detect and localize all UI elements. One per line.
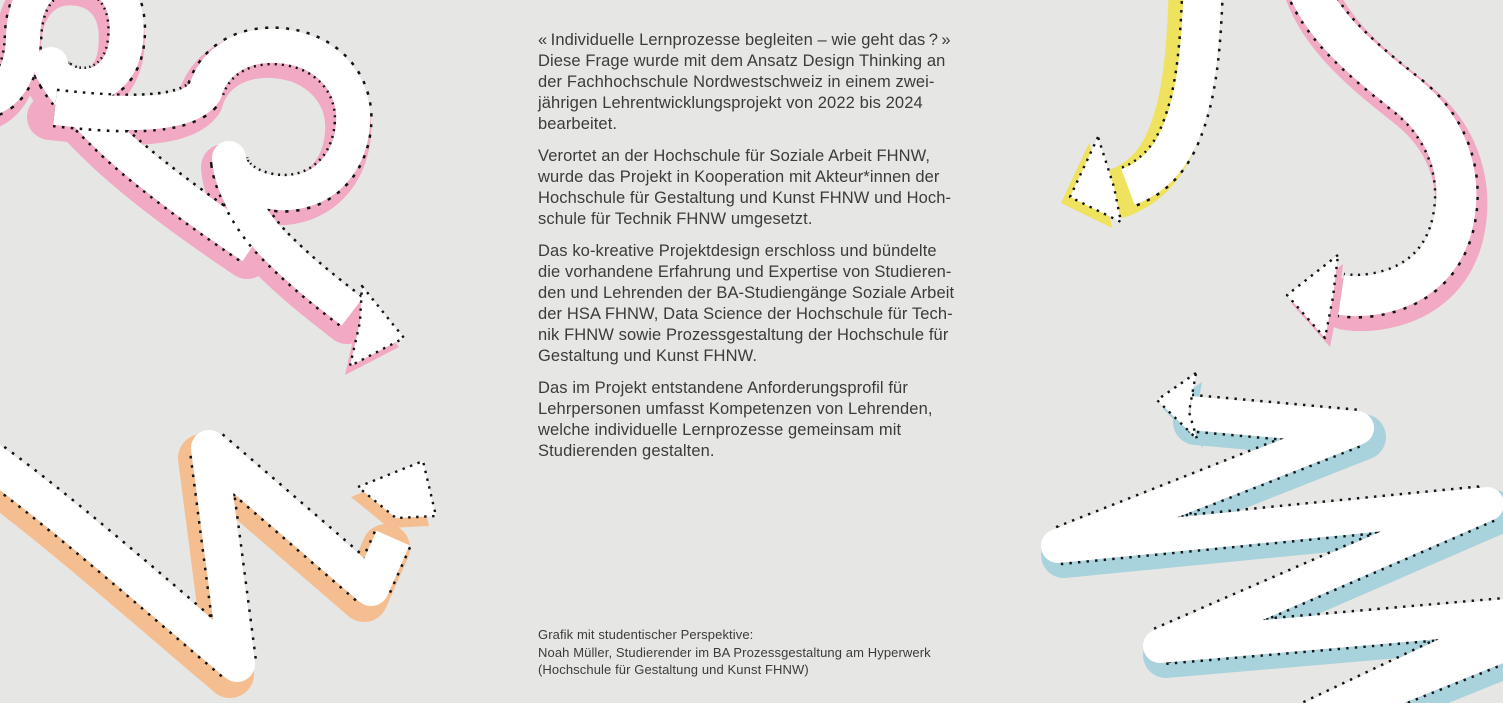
paragraph: « Individuelle Lernprozesse begleiten – wie geht das ? » Diese Frage wurde mit dem Ansatz Design Thinking an der Fachhochschule Nordwestschweiz in einem zwei- jährigen Lehrentwicklungsprojekt von 2022 bis 2024 bearbeitet. bbox=[538, 31, 951, 133]
pink-loop-arrow bbox=[0, 0, 404, 375]
yellow-curve-arrow bbox=[1061, 0, 1203, 228]
paragraph: Das ko-kreative Projektdesign erschloss und bündelte die vorhandene Erfahrung und Expertise von Studieren- den und Lehrenden der BA-Studiengänge Soziale Arbeit der HSA FHNW, Data Science der Hochschule für Tech- nik FHNW sowie Prozessgestaltung der Hochschule für Gestaltung und Kunst FHNW. bbox=[538, 242, 955, 365]
pink-s-curve-arrow bbox=[1287, 0, 1461, 347]
orange-zigzag-arrow bbox=[0, 446, 436, 674]
blue-zigzag-arrow bbox=[1058, 373, 1503, 703]
credit-note: Grafik mit studentischer Perspektive: Noah Müller, Studierender im BA Prozessgestaltung am Hyperwerk (Hochschule für Gestaltung und Kunst FHNW) bbox=[538, 627, 931, 677]
paragraph: Verortet an der Hochschule für Soziale Arbeit FHNW, wurde das Projekt in Kooperation mit Akteur*innen der Hochschule für Gestaltung und Kunst FHNW und Hoch- schule für Technik FHNW umgesetzt. bbox=[538, 147, 952, 228]
intro-text bbox=[538, 30, 988, 473]
paragraph: Das im Projekt entstandene Anforderungsprofil für Lehrpersonen umfasst Kompetenzen von Lehrenden, welche individuelle Lernprozesse gemeinsam mit Studierenden gestalten. bbox=[538, 379, 933, 460]
